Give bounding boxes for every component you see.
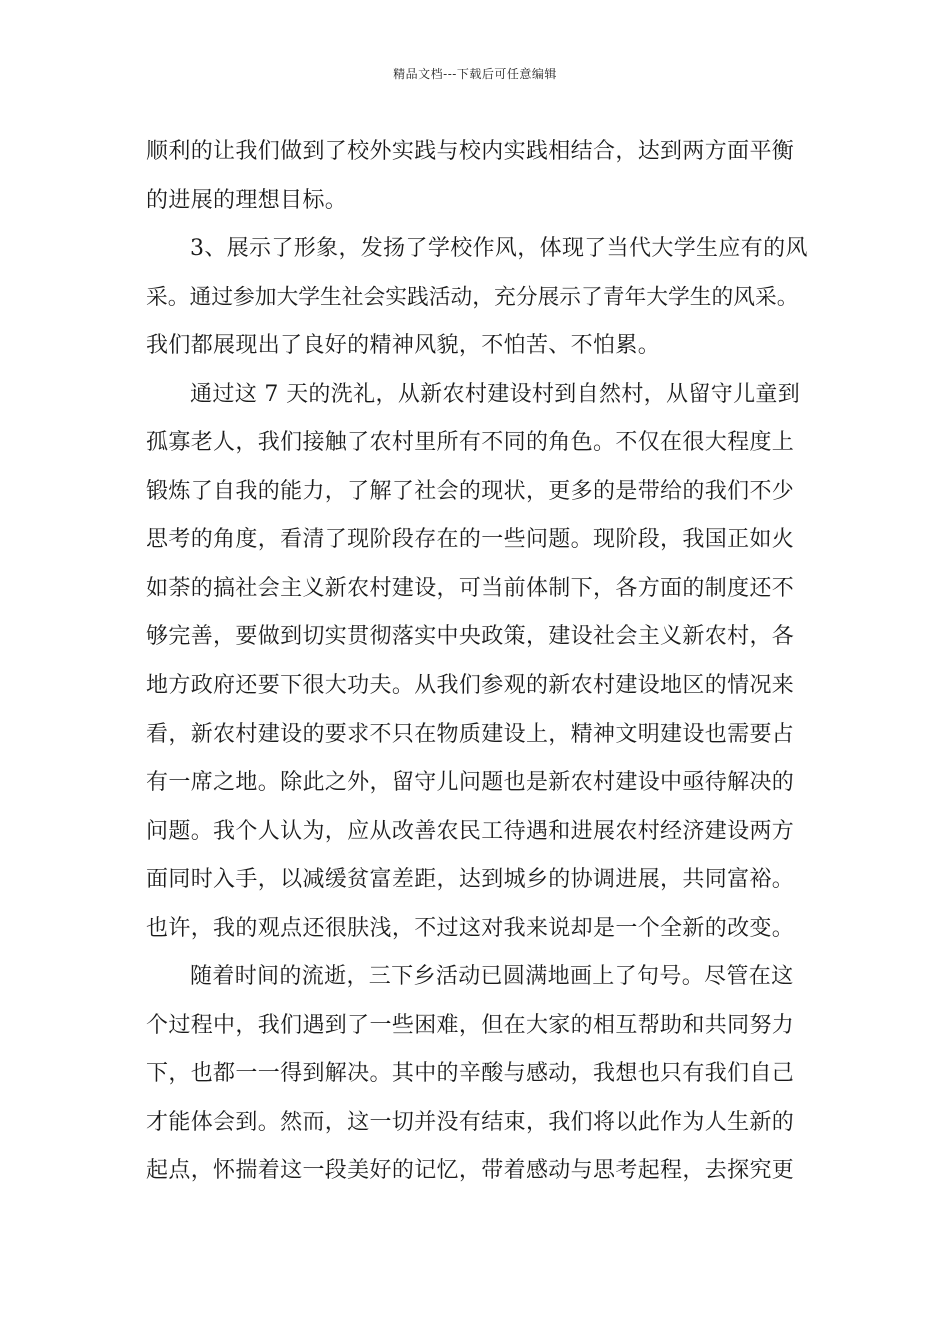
text-line: 采。通过参加大学生社会实践活动，充分展示了青年大学生的风采。 (146, 284, 799, 310)
body-text (146, 128, 810, 1196)
text-line: 如荼的搞社会主义新农村建设，可当前体制下，各方面的制度还不 (146, 575, 795, 601)
text-line: 通过这 7 天的洗礼，从新农村建设村到自然村，从留守儿童到 (190, 381, 801, 407)
text-line: 下，也都一一得到解决。其中的辛酸与感动，我想也只有我们自己 (146, 1061, 795, 1087)
text-line: 够完善，要做到切实贯彻落实中央政策，建设社会主义新农村，各 (146, 624, 795, 650)
page-header: 精品文档---下载后可任意编辑 (393, 67, 557, 81)
text-line: 锻炼了自我的能力，了解了社会的现状，更多的是带给的我们不少 (146, 478, 795, 504)
text-line: 才能体会到。然而，这一切并没有结束，我们将以此作为人生新的 (146, 1109, 795, 1135)
text-line: 起点，怀揣着这一段美好的记忆，带着感动与思考起程，去探究更 (146, 1158, 795, 1184)
text-line: 孤寡老人，我们接触了农村里所有不同的角色。不仅在很大程度上 (146, 430, 795, 456)
text-line: 看，新农村建设的要求不只在物质建设上，精神文明建设也需要占 (146, 721, 795, 747)
text-line: 个过程中，我们遇到了一些困难，但在大家的相互帮助和共同努力 (146, 1012, 795, 1038)
text-line: 顺利的让我们做到了校外实践与校内实践相结合，达到两方面平衡 (146, 139, 795, 164)
text-line: 问题。我个人认为，应从改善农民工待遇和进展农村经济建设两方 (146, 818, 795, 844)
text-line: 地方政府还要下很大功夫。从我们参观的新农村建设地区的情况来 (146, 673, 795, 699)
text-line: 思考的角度，看清了现阶段存在的一些问题。现阶段，我国正如火 (146, 527, 795, 553)
text-line: 也许，我的观点还很肤浅，不过这对我来说却是一个全新的改变。 (146, 915, 795, 941)
text-line: 面同时入手，以减缓贫富差距，达到城乡的协调进展，共同富裕。 (146, 867, 795, 893)
text-line: 3、展示了形象，发扬了学校作风，体现了当代大学生应有的风 (190, 236, 808, 262)
text-line: 随着时间的流逝，三下乡活动已圆满地画上了句号。尽管在这 (190, 964, 794, 990)
text-line: 的进展的理想目标。 (146, 187, 348, 213)
text-line: 有一席之地。除此之外，留守儿问题也是新农村建设中亟待解决的 (146, 770, 795, 796)
text-line: 我们都展现出了良好的精神风貌，不怕苦、不怕累。 (146, 333, 661, 359)
